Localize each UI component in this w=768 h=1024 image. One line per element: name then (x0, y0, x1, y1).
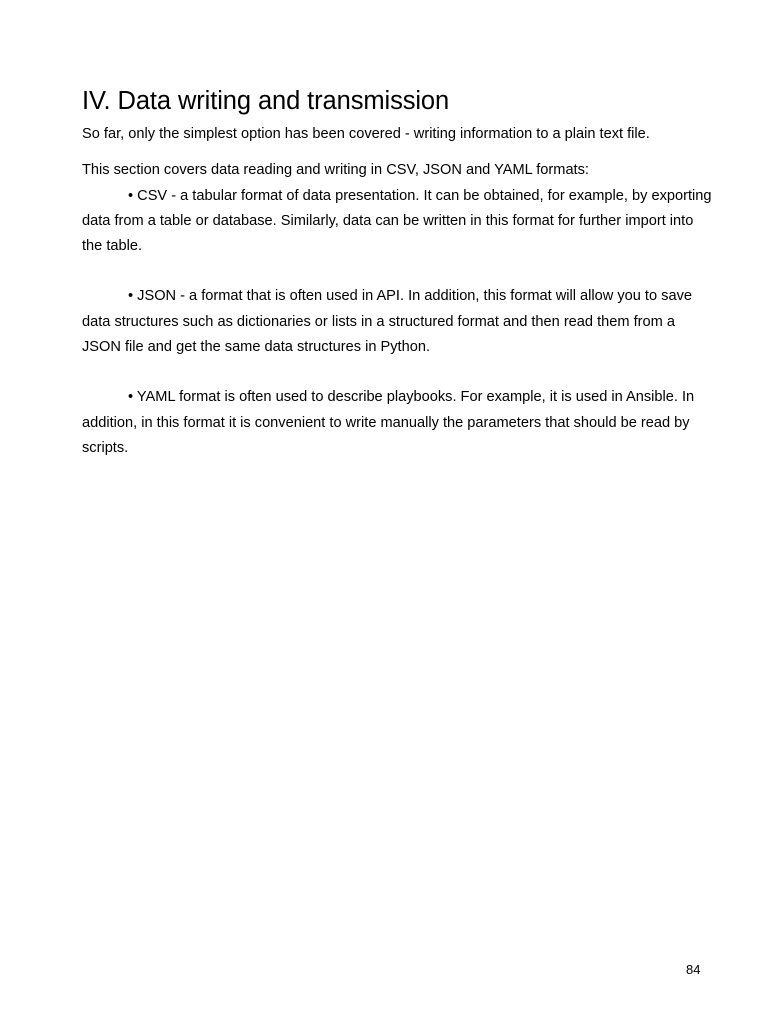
page-number: 84 (686, 962, 701, 977)
intro-paragraph: So far, only the simplest option has been covered - writing information to a plain text file. (82, 126, 650, 142)
spacer (82, 147, 712, 158)
bullet-csv: • CSV - a tabular format of data presentation. It can be obtained, for example, by exporting data from a table or database. Similarly, data can be written in this format for further import into the table. (82, 187, 712, 255)
page-content (82, 84, 712, 461)
bullet-yaml: • YAML format is often used to describe playbooks. For example, it is used in Ansible. In addition, in this format it is convenient to write manually the parameters that should be read by scripts. (82, 389, 695, 456)
section-intro-paragraph: This section covers data reading and writing in CSV, JSON and YAML formats: (82, 162, 589, 179)
spacer (82, 259, 712, 284)
section-heading: IV. Data writing and transmission (82, 87, 450, 115)
spacer (82, 360, 712, 385)
bullet-json: • JSON - a format that is often used in API. In addition, this format will allow you to save data structures such as dictionaries or lists in a structured format and then read them from a JSON file and get the same data structures in Python. (82, 288, 692, 356)
